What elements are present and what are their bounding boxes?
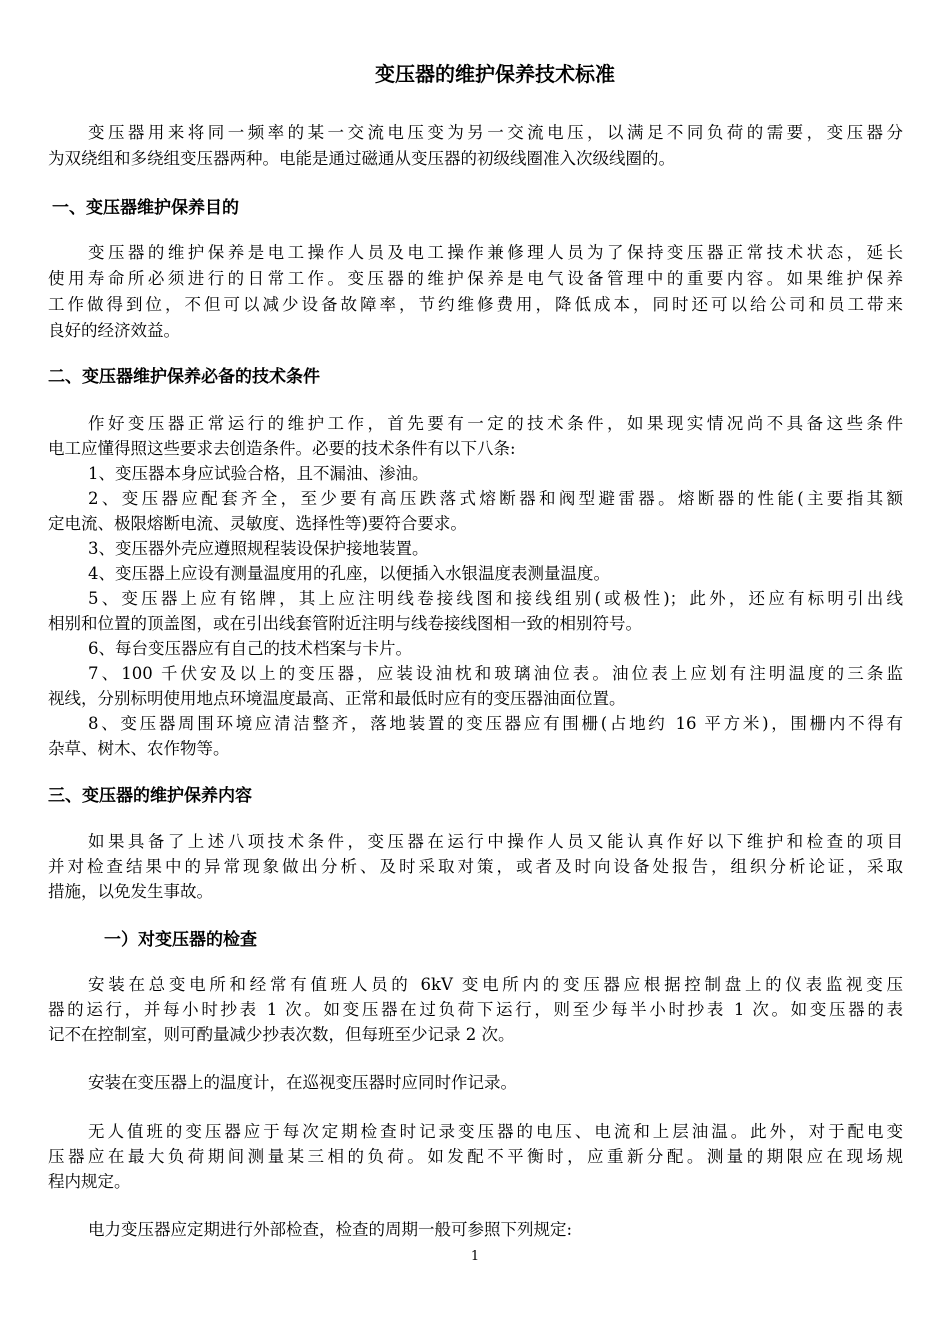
s2-item: 5、变压器上应有铭牌，其上应注明线卷接线图和接线组别(或极性)；此外，还应有标明引出线: [88, 589, 903, 608]
s3-p4-line: 电力变压器应定期进行外部检查，检查的周期一般可参照下列规定:: [88, 1220, 573, 1239]
s2-line: 电工应懂得照这些要求去创造条件。必要的技术条件有以下八条:: [48, 439, 516, 458]
s3-p1-line: 记不在控制室，则可酌量减少抄表次数，但每班至少记录 2 次。: [48, 1025, 515, 1044]
s2-item: 8、变压器周围环境应清洁整齐，落地装置的变压器应有围栅(占地约 16 平方米)，围栅内不得有: [88, 714, 903, 733]
s2-item: 相别和位置的顶盖图，或在引出线套管附近注明与线卷接线图相一致的相别符号。: [48, 614, 642, 633]
s2-item: 1、变压器本身应试验合格，且不漏油、渗油。: [88, 464, 429, 483]
section-2-heading: 二、变压器维护保养必备的技术条件: [48, 367, 320, 387]
section-3-heading: 三、变压器的维护保养内容: [48, 786, 252, 806]
s3-p3-line: 无人值班的变压器应于每次定期检查时记录变压器的电压、电流和上层油温。此外，对于配电变: [88, 1122, 903, 1141]
s1-line: 变压器的维护保养是电工操作人员及电工操作兼修理人员为了保持变压器正常技术状态，延长: [88, 243, 903, 262]
s2-item: 4、变压器上应设有测量温度用的孔座，以便插入水银温度表测量温度。: [88, 564, 610, 583]
s2-item: 2、变压器应配套齐全，至少要有高压跌落式熔断器和阀型避雷器。熔断器的性能(主要指其额: [88, 489, 903, 508]
document-title: 变压器的维护保养技术标准: [375, 62, 615, 86]
s1-line: 使用寿命所必须进行的日常工作。变压器的维护保养是电气设备管理中的重要内容。如果维护保养: [48, 269, 903, 288]
s2-item: 杂草、树木、农作物等。: [48, 739, 230, 758]
intro-line: 为双绕组和多绕组变压器两种。电能是通过磁通从变压器的初级线圈准入次级线圈的。: [48, 149, 675, 168]
s3-p3-line: 压器应在最大负荷期间测量某三相的负荷。如发配不平衡时，应重新分配。测量的期限应在现场规: [48, 1147, 903, 1166]
s3-p3-line: 程内规定。: [48, 1172, 131, 1191]
s1-line: 良好的经济效益。: [48, 321, 180, 340]
s3-line: 如果具备了上述八项技术条件，变压器在运行中操作人员又能认真作好以下维护和检查的项目: [88, 832, 903, 851]
subsection-heading: 一）对变压器的检查: [104, 930, 257, 950]
s2-line: 作好变压器正常运行的维护工作，首先要有一定的技术条件，如果现实情况尚不具备这些条件: [88, 414, 903, 433]
s3-p1-line: 安装在总变电所和经常有值班人员的 6kV 变电所内的变压器应根据控制盘上的仪表监视变压: [88, 975, 903, 994]
s3-p2-line: 安装在变压器上的温度计，在巡视变压器时应同时作记录。: [88, 1073, 517, 1092]
s2-item: 3、变压器外壳应遵照规程装设保护接地装置。: [88, 539, 429, 558]
page-number: 1: [470, 1249, 480, 1264]
s2-item: 定电流、极限熔断电流、灵敏度、选择性等)要符合要求。: [48, 514, 467, 533]
s2-item: 6、每台变压器应有自己的技术档案与卡片。: [88, 639, 412, 658]
s3-p1-line: 器的运行，并每小时抄表 1 次。如变压器在过负荷下运行，则至少每半小时抄表 1 次。如变压器的表: [48, 1000, 903, 1019]
intro-line: 变压器用来将同一频率的某一交流电压变为另一交流电压，以满足不同负荷的需要，变压器分: [88, 123, 903, 142]
s3-line: 措施，以免发生事故。: [48, 882, 213, 901]
s2-item: 7、100 千伏安及以上的变压器，应装设油枕和玻璃油位表。油位表上应划有注明温度的三条监: [88, 664, 903, 683]
s3-line: 并对检查结果中的异常现象做出分析、及时采取对策，或者及时向设备处报告，组织分析论证，采取: [48, 857, 903, 876]
s1-line: 工作做得到位，不但可以减少设备故障率，节约维修费用，降低成本，同时还可以给公司和员工带来: [48, 295, 903, 314]
section-1-heading: 一、变压器维护保养目的: [52, 198, 239, 218]
s2-item: 视线，分别标明使用地点环境温度最高、正常和最低时应有的变压器油面位置。: [48, 689, 626, 708]
